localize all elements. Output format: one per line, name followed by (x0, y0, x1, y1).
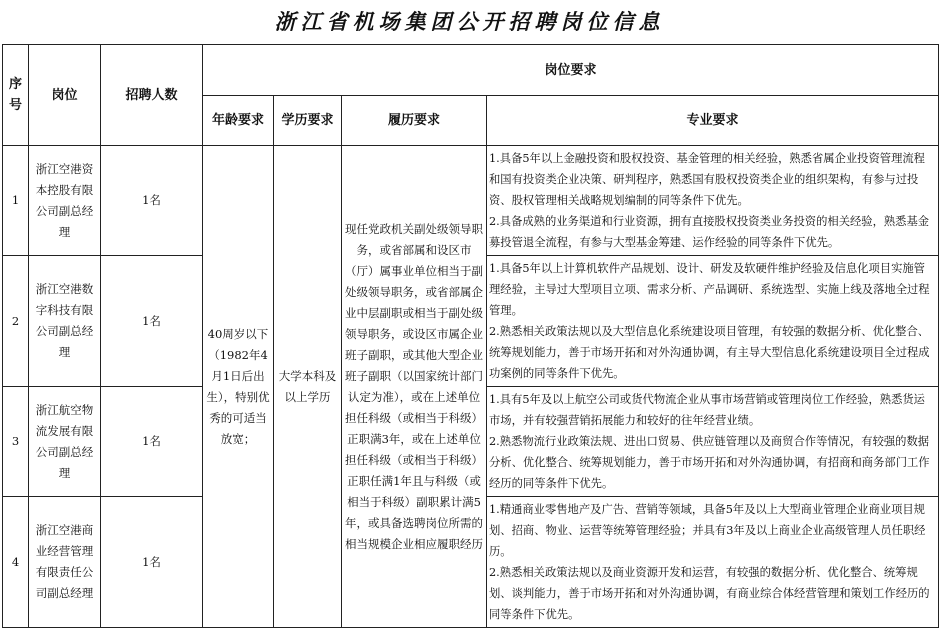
education-requirement: 大学本科及以上学历 (274, 146, 342, 628)
row-position: 浙江航空物流发展有限公司副总经理 (29, 387, 101, 497)
row-count: 1名 (101, 256, 203, 387)
row-count: 1名 (101, 497, 203, 628)
professional-requirement (487, 497, 939, 628)
header-education: 学历要求 (274, 96, 342, 146)
recruitment-table (2, 44, 939, 628)
professional-requirement (487, 256, 939, 387)
age-requirement: 40周岁以下（1982年4月1日后出生），特别优秀的可适当放宽； (203, 146, 274, 628)
requirement-item: 1.具备5年以上计算机软件产品规划、设计、研发及软硬件维护经验及信息化项目实施管理经验，主导过大型项目立项、需求分析、产品调研、系统选型、实施上线及落地全过程管理。 (489, 262, 930, 317)
requirement-item: 2.熟悉物流行业政策法规、进出口贸易、供应链管理以及商贸合作等情况，有较强的数据分析、优化整合、统筹规划能力，善于市场开拓和对外沟通协调，有招商和商务部门工作经历的同等条件下优先。 (489, 435, 930, 490)
header-position: 岗位 (29, 45, 101, 146)
requirement-item: 2.熟悉相关政策法规以及商业资源开发和运营，有较强的数据分析、优化整合、统筹规划、谈判能力，善于市场开拓和对外沟通协调，有商业综合体经营管理和策划工作经历的同等条件下优先。 (489, 566, 930, 621)
header-index: 序号 (3, 45, 29, 146)
row-position: 浙江空港数字科技有限公司副总经理 (29, 256, 101, 387)
row-index: 1 (3, 146, 29, 256)
requirement-item: 1.具有5年及以上航空公司或货代物流企业从事市场营销或管理岗位工作经验，熟悉货运市场，并有较强营销拓展能力和较好的往年经营业绩。 (489, 393, 925, 427)
row-position: 浙江空港商业经营管理有限责任公司副总经理 (29, 497, 101, 628)
row-index: 2 (3, 256, 29, 387)
row-position: 浙江空港资本控股有限公司副总经理 (29, 146, 101, 256)
professional-requirement (487, 146, 939, 256)
row-count: 1名 (101, 146, 203, 256)
page-title: 浙江省机场集团公开招聘岗位信息 (274, 9, 665, 34)
row-index: 3 (3, 387, 29, 497)
row-count: 1名 (101, 387, 203, 497)
requirement-item: 2.具备成熟的业务渠道和行业资源，拥有直接股权投资类业务投资的相关经验，熟悉基金募投管退全流程，有参与大型基金筹建、运作经验的同等条件下优先。 (489, 215, 930, 249)
requirement-item: 1.精通商业零售地产及广告、营销等领域，具备5年及以上大型商业管理企业商业项目规划、招商、物业、运营等统筹管理经验；并具有3年及以上商业企业高级管理人员任职经历。 (489, 503, 926, 558)
header-age: 年龄要求 (203, 96, 274, 146)
requirement-item: 1.具备5年以上金融投资和股权投资、基金管理的相关经验，熟悉省属企业投资管理流程和国有投资类企业决策、研判程序，熟悉国有股权投资类企业的组织架构，有参与过投资、股权管理相关战略规划编制的同等条件下优先。 (489, 152, 925, 207)
header-requirements: 岗位要求 (203, 45, 939, 96)
header-count: 招聘人数 (101, 45, 203, 146)
table-row (3, 146, 939, 256)
requirement-item: 2.熟悉相关政策法规以及大型信息化系统建设项目管理，有较强的数据分析、优化整合、统筹规划能力，善于市场开拓和对外沟通协调，有主导大型信息化系统建设项目全过程成功案例的同等条件下优先。 (489, 325, 930, 380)
row-index: 4 (3, 497, 29, 628)
header-professional: 专业要求 (487, 96, 939, 146)
professional-requirement (487, 387, 939, 497)
header-experience: 履历要求 (342, 96, 487, 146)
experience-requirement: 现任党政机关副处级领导职务，或省部属和设区市（厅）属事业单位相当于副处级领导职务，或省部属企业中层副职或相当于副处级领导职务，或设区市属企业班子副职，或其他大型企业班子副职（以国家统计部门认定为准），或在上述单位担任科级（或相当于科级）正职满3年，或在上述单位担任科级（或相当于科级）正职任满1年且与科级（或相当于科级）副职累计满5年，或具备选聘岗位所需的相当规模企业相应履职经历 (342, 146, 487, 628)
